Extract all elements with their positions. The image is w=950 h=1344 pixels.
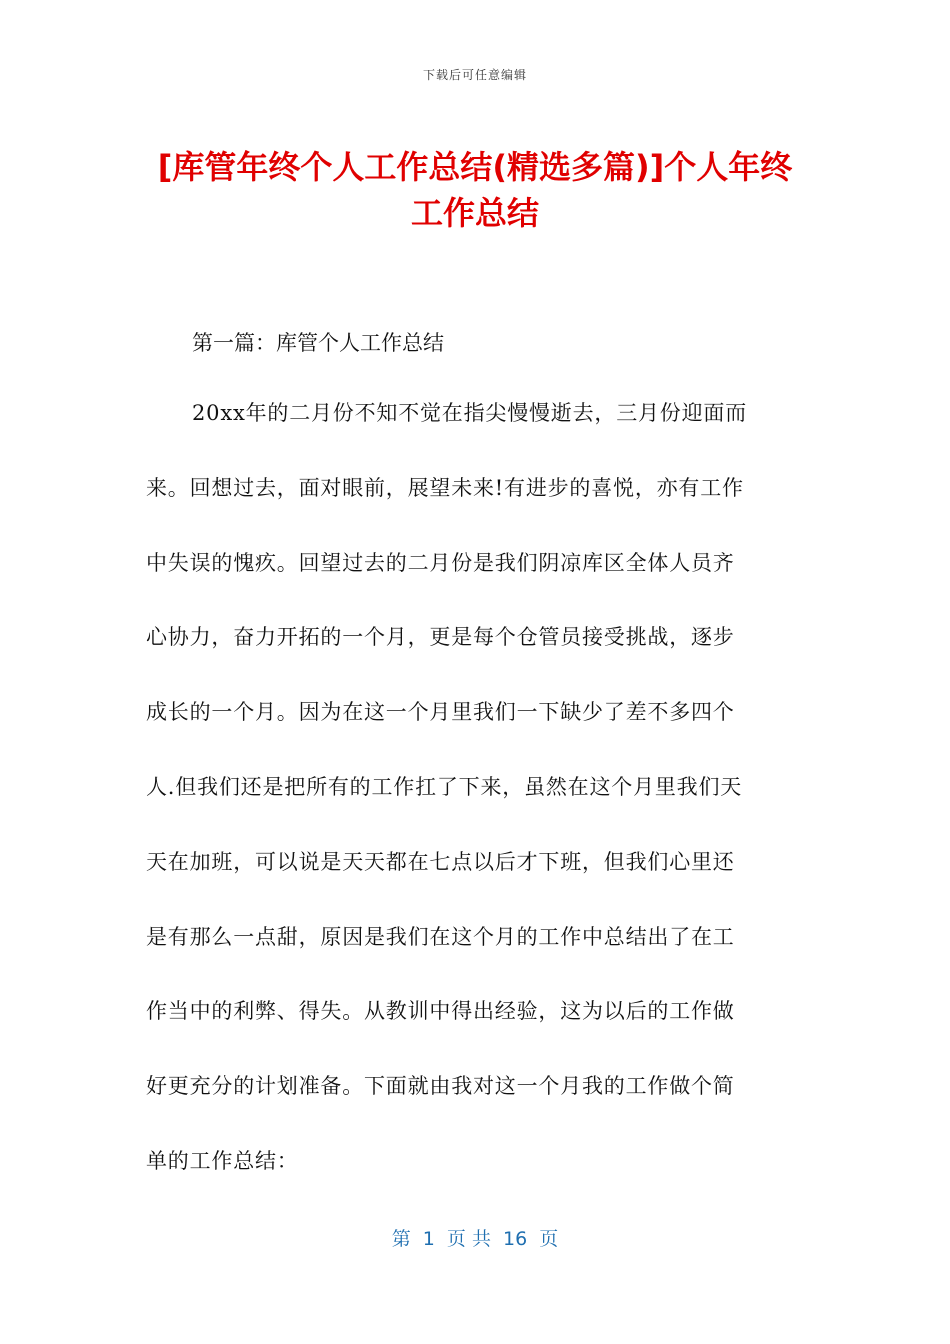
document-title-line-1: [库管年终个人工作总结(精选多篇)]个人年终 [157,148,793,186]
paragraph-line: 作当中的利弊、得失。从教训中得出经验，这为以后的工作做 [146,999,735,1024]
page-number-footer: 第 1 页 共 16 页 [391,1228,559,1250]
document-body [146,310,806,1199]
paragraph-line: 中失误的愧疚。回望过去的二月份是我们阴凉库区全体人员齐 [146,550,735,575]
document-title [130,144,820,236]
paragraph-line: 成长的一个月。因为在这一个月里我们一下缺少了差不多四个 [146,700,735,725]
paragraph-line: 是有那么一点甜，原因是我们在这个月的工作中总结出了在工 [146,924,735,949]
paragraph-line: 人.但我们还是把所有的工作扛了下来，虽然在这个月里我们天 [146,774,743,799]
paragraph-line: 单的工作总结： [146,1148,299,1173]
paragraph-line: 心协力，奋力开拓的一个月，更是每个仓管员接受挑战，逐步 [146,625,735,650]
section-heading: 第一篇：库管个人工作总结 [192,331,444,355]
document-title-line-2: 工作总结 [410,194,539,232]
paragraph-line: 天在加班，可以说是天天都在七点以后才下班，但我们心里还 [146,849,735,874]
paragraph-line: 20xx年的二月份不知不觉在指尖慢慢逝去，三月份迎面而 [192,401,748,425]
paragraph-line: 来。回想过去，面对眼前，展望未来!有进步的喜悦，亦有工作 [146,475,744,500]
paragraph-line: 好更充分的计划准备。下面就由我对这一个月我的工作做个简 [146,1074,735,1099]
page-header-note: 下载后可任意编辑 [422,68,527,82]
